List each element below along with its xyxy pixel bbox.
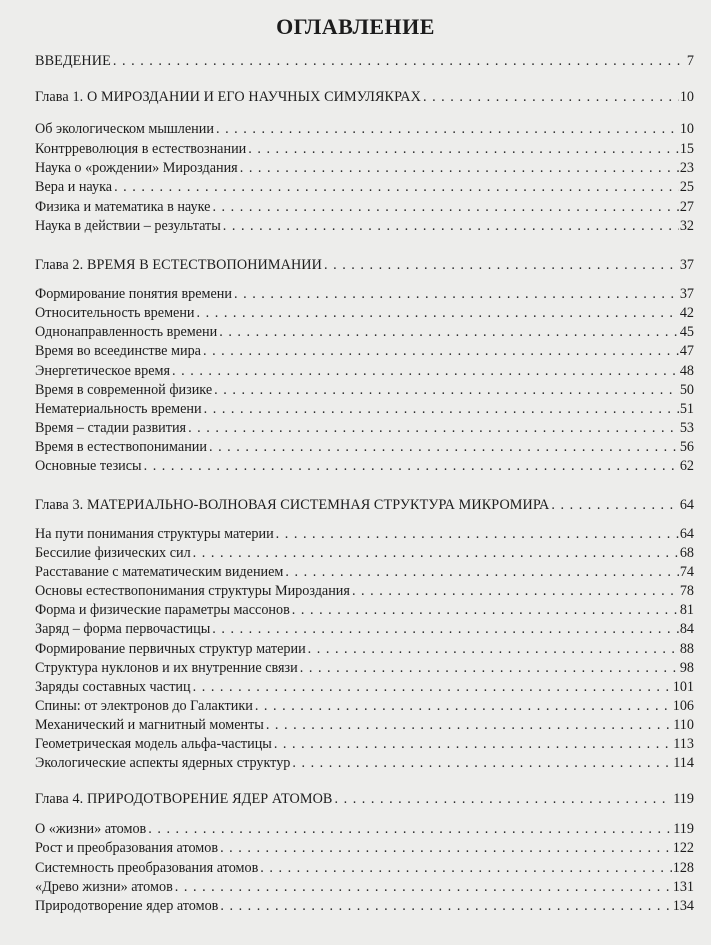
toc-section-entry — [35, 754, 694, 772]
toc-page-number: 47 — [679, 343, 694, 359]
toc-page-number: 45 — [679, 324, 694, 340]
toc-entry-title: Природотворение ядер атомов — [35, 898, 219, 914]
toc-page-number: 15 — [679, 141, 694, 157]
toc-section-entry — [35, 304, 694, 322]
toc-page-number: 10 — [679, 121, 694, 137]
toc-section-entry — [35, 381, 694, 399]
toc-leader-dots — [292, 754, 672, 772]
toc-leader-dots — [220, 839, 672, 857]
toc-entry-title: Физика и математика в науке — [35, 199, 211, 215]
toc-entry-title: Системность преобразования атомов — [35, 860, 259, 876]
toc-page-number: 25 — [679, 179, 694, 195]
toc-entry-title: Время во всеединстве мира — [35, 343, 201, 359]
toc-entry-title: Время в естествопонимании — [35, 439, 207, 455]
toc-entry-title: Структура нуклонов и их внутренние связи — [35, 660, 298, 676]
toc-section-entry — [35, 419, 694, 437]
toc-leader-dots — [220, 897, 671, 915]
toc-entry-title: На пути понимания структуры материи — [35, 526, 274, 542]
toc-chapter-entry — [35, 52, 694, 70]
toc-section-entry — [35, 323, 694, 341]
toc-leader-dots — [248, 140, 679, 158]
toc-page-number: 10 — [679, 89, 694, 105]
toc-entry-title: Геометрическая модель альфа-частицы — [35, 736, 272, 752]
toc-chapter-entry — [35, 88, 694, 106]
toc-entry-title: Экологические аспекты ядерных структур — [35, 755, 291, 771]
toc-section-entry — [35, 438, 694, 456]
toc-leader-dots — [148, 820, 672, 838]
toc-section-entry — [35, 601, 694, 619]
toc-entry-title: Глава 1. О МИРОЗДАНИИ И ЕГО НАУЧНЫХ СИМУЛЯКРАХ — [35, 89, 421, 105]
toc-entry-title: Нематериальность времени — [35, 401, 202, 417]
toc-entry-title: Вера и наука — [35, 179, 113, 195]
toc-section-entry — [35, 198, 694, 216]
toc-entry-title: Контрреволюция в естествознании — [35, 141, 247, 157]
toc-leader-dots — [352, 582, 679, 600]
toc-section-entry — [35, 697, 694, 715]
toc-page-number: 64 — [679, 526, 694, 542]
toc-page-number: 37 — [679, 286, 694, 302]
toc-leader-dots — [209, 438, 679, 456]
toc-leader-dots — [423, 88, 679, 106]
toc-section-entry — [35, 878, 694, 896]
toc-page-number: 122 — [672, 840, 694, 856]
toc-entry-title: Глава 2. ВРЕМЯ В ЕСТЕСТВОПОНИМАНИИ — [35, 257, 322, 273]
toc-section-entry — [35, 525, 694, 543]
toc-section-entry — [35, 716, 694, 734]
toc-entry-title: Наука в действии – результаты — [35, 218, 221, 234]
toc-page-number: 27 — [679, 199, 694, 215]
toc-section-entry — [35, 620, 694, 638]
toc-page-number: 53 — [679, 420, 694, 436]
toc-entry-title: Об экологическом мышлении — [35, 121, 214, 137]
toc-leader-dots — [255, 697, 672, 715]
toc-section-entry — [35, 659, 694, 677]
toc-leader-dots — [219, 323, 679, 341]
toc-page-number: 81 — [679, 602, 694, 618]
toc-section-entry — [35, 362, 694, 380]
toc-section-entry — [35, 400, 694, 418]
toc-entry-title: Расставание с математическим видением — [35, 564, 284, 580]
toc-entry-title: Рост и преобразования атомов — [35, 840, 219, 856]
toc-entry-title: Форма и физические параметры массонов — [35, 602, 290, 618]
toc-page-number: 64 — [679, 497, 694, 513]
toc-leader-dots — [266, 716, 672, 734]
toc-section-entry — [35, 735, 694, 753]
toc-leader-dots — [260, 859, 671, 877]
toc-leader-dots — [216, 120, 679, 138]
toc-entry-title: Энергетическое время — [35, 363, 171, 379]
toc-page-number: 113 — [673, 736, 694, 752]
toc-leader-dots — [276, 525, 679, 543]
toc-entry-title: Формирование первичных структур материи — [35, 641, 306, 657]
toc-page-number: 48 — [679, 363, 694, 379]
toc-entry-title: Основы естествопонимания структуры Мироздания — [35, 583, 350, 599]
toc-leader-dots — [274, 735, 672, 753]
toc-entry-title: Время – стадии развития — [35, 420, 187, 436]
page-title: ОГЛАВЛЕНИЕ — [276, 14, 435, 39]
toc-page-number: 42 — [679, 305, 694, 321]
toc-section-entry — [35, 178, 694, 196]
toc-page-number: 68 — [679, 545, 694, 561]
toc-leader-dots — [175, 878, 672, 896]
toc-page-number: 37 — [679, 257, 694, 273]
toc-leader-dots — [214, 381, 679, 399]
toc-section-entry — [35, 120, 694, 138]
toc-section-entry — [35, 563, 694, 581]
toc-page-number: 110 — [673, 717, 694, 733]
toc-entry-title: Бессилие физических сил — [35, 545, 191, 561]
toc-section-entry — [35, 159, 694, 177]
toc-page-number: 119 — [673, 821, 694, 837]
toc-leader-dots — [188, 419, 679, 437]
toc-entry-title: Однонаправленность времени — [35, 324, 218, 340]
toc-chapter-entry — [35, 496, 694, 514]
toc-leader-dots — [335, 790, 673, 808]
toc-section-entry — [35, 640, 694, 658]
toc-page-number: 23 — [679, 160, 694, 176]
toc-leader-dots — [114, 178, 679, 196]
toc-page-number: 128 — [672, 860, 694, 876]
toc-section-entry — [35, 859, 694, 877]
toc-chapter-entry — [35, 790, 694, 808]
toc-leader-dots — [193, 678, 672, 696]
toc-page-number: 131 — [672, 879, 694, 895]
toc-page-number: 78 — [679, 583, 694, 599]
toc-leader-dots — [212, 198, 678, 216]
toc-leader-dots — [204, 400, 679, 418]
toc-entry-title: Заряд – форма первочастицы — [35, 621, 211, 637]
toc-entry-title: Механический и магнитный моменты — [35, 717, 264, 733]
toc-leader-dots — [144, 457, 679, 475]
toc-page-number: 50 — [679, 382, 694, 398]
toc-section-entry — [35, 544, 694, 562]
toc-entry-title: Спины: от электронов до Галактики — [35, 698, 253, 714]
toc-section-entry — [35, 285, 694, 303]
toc-entry-title: Глава 4. ПРИРОДОТВОРЕНИЕ ЯДЕР АТОМОВ — [35, 791, 333, 807]
toc-page-number: 32 — [679, 218, 694, 234]
toc-leader-dots — [240, 159, 679, 177]
toc-leader-dots — [172, 362, 679, 380]
toc-entry-title: Относительность времени — [35, 305, 195, 321]
toc-page-number: 106 — [672, 698, 694, 714]
toc-entry-title: Наука о «рождении» Мироздания — [35, 160, 238, 176]
toc-leader-dots — [234, 285, 679, 303]
toc-page-number: 119 — [673, 791, 694, 807]
toc-entry-title: Глава 3. МАТЕРИАЛЬНО-ВОЛНОВАЯ СИСТЕМНАЯ СТРУКТУРА МИКРОМИРА — [35, 497, 550, 513]
toc-page-number: 62 — [679, 458, 694, 474]
toc-entry-title: Основные тезисы — [35, 458, 142, 474]
toc-page-number: 7 — [686, 53, 694, 69]
toc-entry-title: Время в современной физике — [35, 382, 213, 398]
toc-page-number: 74 — [679, 564, 694, 580]
toc-leader-dots — [203, 342, 679, 360]
toc-entry-title: ВВЕДЕНИЕ — [35, 53, 111, 69]
toc-page-number: 51 — [679, 401, 694, 417]
toc-page-number: 98 — [679, 660, 694, 676]
toc-section-entry — [35, 457, 694, 475]
toc-entry-title: Заряды составных частиц — [35, 679, 191, 695]
toc-page-number: 84 — [679, 621, 694, 637]
toc-page-number: 88 — [679, 641, 694, 657]
toc-leader-dots — [197, 304, 679, 322]
toc-entry-title: О «жизни» атомов — [35, 821, 147, 837]
toc-section-entry — [35, 897, 694, 915]
toc-leader-dots — [285, 563, 678, 581]
toc-leader-dots — [551, 496, 678, 514]
toc-leader-dots — [212, 620, 679, 638]
toc-chapter-entry — [35, 256, 694, 274]
toc-leader-dots — [223, 217, 679, 235]
toc-leader-dots — [292, 601, 679, 619]
toc-entry-title: «Древо жизни» атомов — [35, 879, 173, 895]
toc-section-entry — [35, 140, 694, 158]
toc-page-number: 101 — [672, 679, 694, 695]
toc-page-number: 114 — [673, 755, 694, 771]
toc-section-entry — [35, 342, 694, 360]
toc-section-entry — [35, 582, 694, 600]
toc-leader-dots — [308, 640, 679, 658]
toc-leader-dots — [193, 544, 679, 562]
toc-leader-dots — [300, 659, 679, 677]
toc-section-entry — [35, 678, 694, 696]
toc-entry-title: Формирование понятия времени — [35, 286, 232, 302]
toc-section-entry — [35, 217, 694, 235]
toc-leader-dots — [324, 256, 679, 274]
toc-section-entry — [35, 839, 694, 857]
toc-section-entry — [35, 820, 694, 838]
toc-leader-dots — [113, 52, 686, 70]
toc-page-number: 56 — [679, 439, 694, 455]
toc-page-number: 134 — [672, 898, 694, 914]
